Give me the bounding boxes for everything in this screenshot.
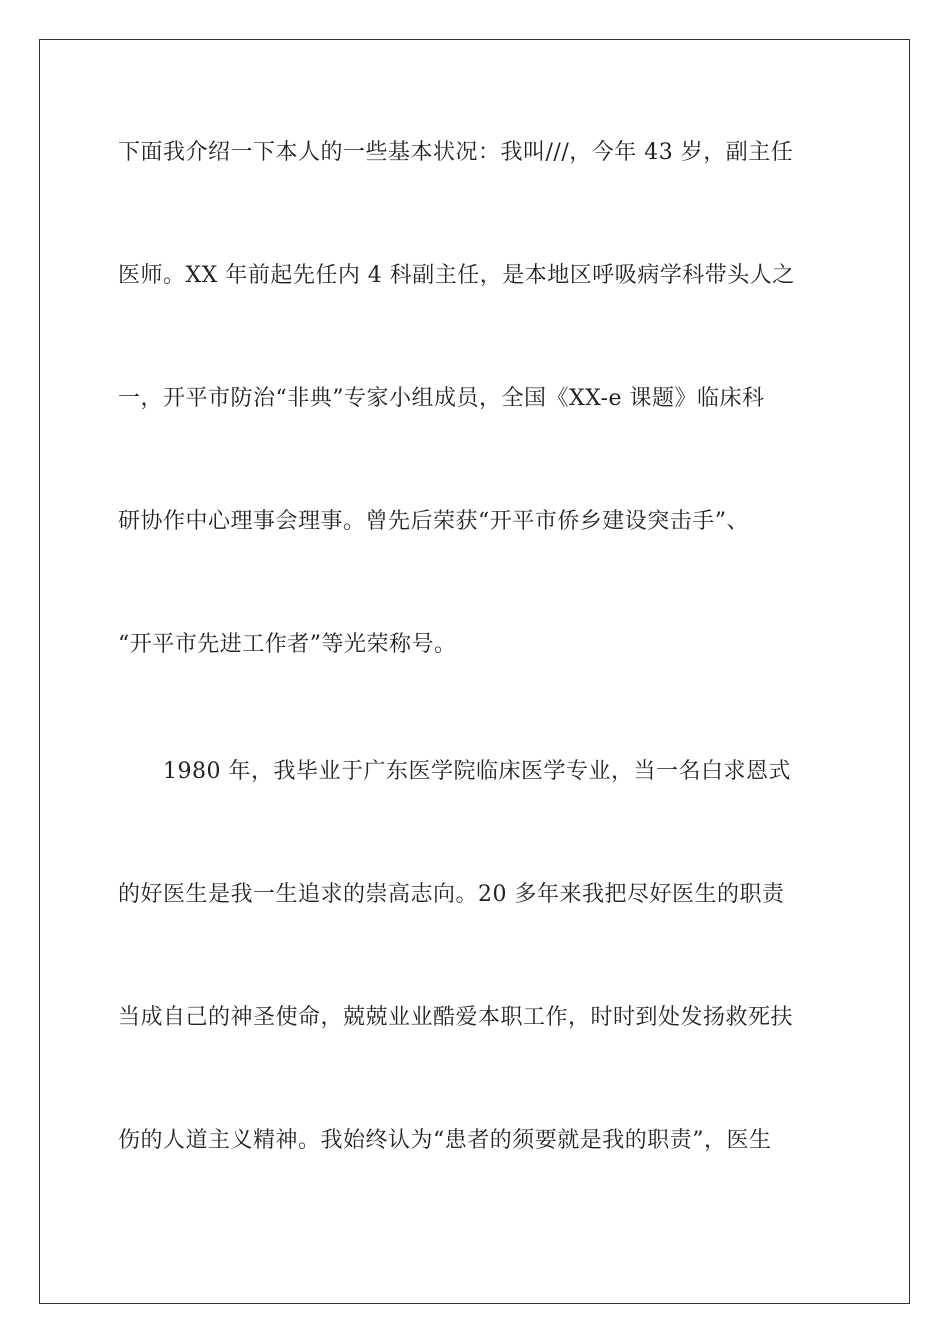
paragraph-2-line-2: 的好医生是我一生追求的崇高志向。20 多年来我把尽好医生的职责	[118, 882, 785, 907]
page-border	[39, 39, 910, 1304]
paragraph-1-line-1: 下面我介绍一下本人的一些基本状况：我叫///，今年 43 岁，副主任	[118, 140, 794, 165]
paragraph-1-line-4: 研协作中心理事会理事。曾先后荣获“开平市侨乡建设突击手”、	[118, 509, 749, 534]
paragraph-2-line-3: 当成自己的神圣使命，兢兢业业酷爱本职工作，时时到处发扬救死扶	[118, 1005, 794, 1030]
paragraph-1-line-3: 一，开平市防治“非典”专家小组成员，全国《XX-e 课题》临床科	[118, 386, 765, 411]
paragraph-2-line-4: 伤的人道主义精神。我始终认为“患者的须要就是我的职责”，医生	[118, 1128, 772, 1153]
paragraph-1-line-5: “开平市先进工作者”等光荣称号。	[118, 632, 457, 657]
paragraph-1-line-2: 医师。XX 年前起先任内 4 科副主任，是本地区呼吸病学科带头人之	[118, 263, 795, 288]
paragraph-2-line-1: 1980 年，我毕业于广东医学院临床医学专业，当一名白求恩式	[163, 759, 791, 784]
